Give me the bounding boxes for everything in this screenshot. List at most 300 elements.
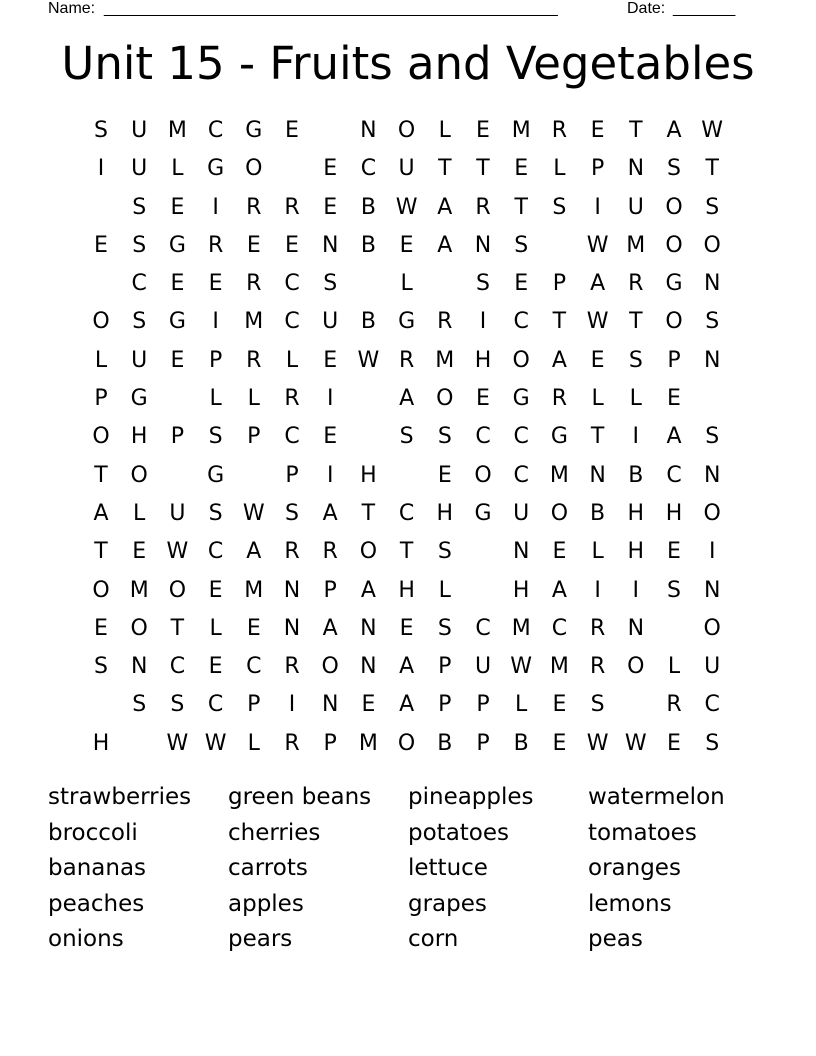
grid-cell[interactable]: G xyxy=(207,462,225,488)
grid-cell[interactable]: B xyxy=(628,462,644,488)
word-list-item: broccoli xyxy=(48,819,138,846)
grid-cell[interactable]: C xyxy=(513,462,529,488)
grid-cell[interactable]: C xyxy=(284,424,300,450)
grid-cell[interactable]: U xyxy=(704,654,721,680)
grid-cell[interactable]: M xyxy=(549,462,569,488)
grid-cell[interactable]: H xyxy=(130,424,148,450)
grid-cell[interactable]: S xyxy=(94,654,108,680)
grid-cell[interactable]: S xyxy=(323,271,338,297)
grid-cell[interactable]: H xyxy=(665,500,683,526)
grid-cell[interactable]: C xyxy=(207,539,224,565)
grid-cell[interactable]: E xyxy=(170,271,185,297)
grid-cell[interactable]: R xyxy=(246,194,262,220)
grid-cell[interactable]: E xyxy=(208,577,223,603)
grid-cell[interactable]: O xyxy=(665,232,683,258)
grid-cell[interactable]: R xyxy=(284,194,300,220)
grid-cell[interactable]: M xyxy=(244,309,264,335)
grid-cell[interactable]: A xyxy=(93,500,109,526)
grid-cell[interactable]: G xyxy=(474,500,492,526)
grid-cell[interactable]: O xyxy=(359,539,378,565)
name-label: Name: xyxy=(48,0,96,17)
grid-cell[interactable]: E xyxy=(667,386,681,412)
grid-cell[interactable]: H xyxy=(627,539,645,565)
grid-cell[interactable]: U xyxy=(131,156,148,182)
grid-cell[interactable]: U xyxy=(131,347,148,373)
grid-cell[interactable]: N xyxy=(703,271,721,297)
grid-cell[interactable]: U xyxy=(169,500,186,526)
grid-cell[interactable]: A xyxy=(360,577,376,603)
grid-cell[interactable]: W xyxy=(357,347,380,373)
grid-cell[interactable]: O xyxy=(627,654,645,680)
grid-cell[interactable]: P xyxy=(476,692,490,718)
grid-cell[interactable]: P xyxy=(247,424,261,450)
grid-cell[interactable]: T xyxy=(361,500,376,526)
grid-cell[interactable]: H xyxy=(398,577,415,603)
grid-cell[interactable]: E xyxy=(514,271,529,297)
grid-cell[interactable]: T xyxy=(94,539,108,565)
grid-cell[interactable]: N xyxy=(703,462,721,488)
grid-cell[interactable]: I xyxy=(212,309,219,335)
grid-cell[interactable]: E xyxy=(132,539,147,565)
word-row xyxy=(48,851,768,887)
grid-cell[interactable]: M xyxy=(435,347,455,373)
grid-cell[interactable]: S xyxy=(170,692,185,718)
grid-cell[interactable]: I xyxy=(594,577,601,603)
grid-cell[interactable]: I xyxy=(632,424,640,450)
grid-cell[interactable]: L xyxy=(438,118,451,143)
grid-cell[interactable]: P xyxy=(667,347,681,373)
grid-cell[interactable]: E xyxy=(590,118,605,143)
grid-row xyxy=(82,533,728,571)
grid-cell[interactable]: E xyxy=(476,386,490,412)
grid-cell[interactable]: O xyxy=(397,730,416,756)
grid-cell[interactable]: I xyxy=(97,156,105,182)
grid-cell[interactable]: G xyxy=(398,309,416,335)
grid-cell[interactable]: O xyxy=(703,615,721,641)
word-list-item: green beans xyxy=(228,784,372,810)
grid-cell[interactable]: O xyxy=(703,500,721,526)
word-list-item: pineapples xyxy=(408,784,534,810)
grid-row xyxy=(82,495,728,533)
grid-cell[interactable]: C xyxy=(666,462,682,488)
grid-cell[interactable]: E xyxy=(552,730,567,756)
grid-cell[interactable]: R xyxy=(551,386,568,412)
grid-cell[interactable]: N xyxy=(512,539,530,565)
grid-cell[interactable]: I xyxy=(479,309,487,335)
grid-cell[interactable]: S xyxy=(667,577,681,603)
grid-cell[interactable]: A xyxy=(399,654,415,680)
grid-cell[interactable]: E xyxy=(361,692,376,718)
grid-cell[interactable]: E xyxy=(437,462,452,488)
grid-cell[interactable]: L xyxy=(247,730,260,756)
grid-cell[interactable]: E xyxy=(552,692,567,718)
grid-cell[interactable]: P xyxy=(552,271,567,297)
grid-cell[interactable]: N xyxy=(360,654,377,680)
word-list-item: bananas xyxy=(48,855,147,882)
grid-cell[interactable]: P xyxy=(94,386,108,412)
grid-cell[interactable]: A xyxy=(399,692,415,718)
grid-cell[interactable]: P xyxy=(438,692,452,718)
name-line: ___________________________________________________ xyxy=(104,0,558,17)
grid-cell[interactable]: A xyxy=(666,118,682,143)
grid-cell[interactable]: B xyxy=(360,232,376,258)
grid-cell[interactable]: I xyxy=(594,194,601,220)
grid-row xyxy=(82,725,728,763)
grid-cell[interactable]: C xyxy=(284,309,300,335)
grid-cell[interactable]: N xyxy=(321,232,339,258)
grid-cell[interactable]: G xyxy=(168,232,186,258)
grid-cell[interactable]: I xyxy=(288,692,296,718)
grid-cell[interactable]: S xyxy=(590,692,605,718)
grid-cell[interactable]: I xyxy=(708,539,716,565)
date-line: _______ xyxy=(673,0,736,17)
grid-cell[interactable]: O xyxy=(245,156,263,182)
grid-cell[interactable]: O xyxy=(397,118,416,143)
grid-cell[interactable]: I xyxy=(212,194,219,220)
grid-cell[interactable]: S xyxy=(132,232,147,258)
grid-cell[interactable]: U xyxy=(474,654,492,680)
grid-cell[interactable]: T xyxy=(514,194,528,220)
grid-cell[interactable]: C xyxy=(131,271,147,297)
grid-cell[interactable]: E xyxy=(514,156,529,182)
grid-cell[interactable]: N xyxy=(283,577,301,603)
grid-cell[interactable]: C xyxy=(513,309,529,335)
grid-cell[interactable]: W xyxy=(166,539,189,565)
grid-cell[interactable]: O xyxy=(665,194,683,220)
grid-cell[interactable]: A xyxy=(437,232,453,258)
grid-cell[interactable]: H xyxy=(627,500,645,526)
grid-cell[interactable]: R xyxy=(666,692,682,718)
grid-cell[interactable]: G xyxy=(665,271,683,297)
grid-cell[interactable]: E xyxy=(399,232,414,258)
grid-cell[interactable]: T xyxy=(399,539,414,565)
grid-cell[interactable]: M xyxy=(511,615,531,641)
grid-cell[interactable]: S xyxy=(132,194,147,220)
grid-cell[interactable]: W xyxy=(586,730,609,756)
grid-cell[interactable]: T xyxy=(705,156,719,182)
grid-cell[interactable]: E xyxy=(323,424,338,450)
grid-cell[interactable]: T xyxy=(629,118,643,143)
grid-cell[interactable]: T xyxy=(170,615,185,641)
grid-cell[interactable]: S xyxy=(208,500,223,526)
date-label: Date: xyxy=(627,0,666,17)
grid-cell[interactable]: S xyxy=(705,730,720,756)
grid-cell[interactable]: S xyxy=(399,424,414,450)
grid-cell[interactable]: E xyxy=(667,730,681,756)
grid-cell[interactable]: B xyxy=(360,194,376,220)
grid-cell[interactable]: R xyxy=(322,539,338,565)
grid-cell[interactable]: W xyxy=(510,654,533,680)
grid-cell[interactable]: C xyxy=(207,118,224,143)
grid-cell[interactable]: C xyxy=(551,615,568,641)
grid-cell[interactable]: L xyxy=(591,386,604,412)
word-list-item: oranges xyxy=(588,855,681,882)
grid-cell[interactable]: M xyxy=(129,577,149,603)
grid-cell[interactable]: N xyxy=(130,654,148,680)
grid-cell[interactable]: S xyxy=(132,692,147,718)
grid-cell[interactable]: W xyxy=(166,730,189,756)
grid-cell[interactable]: A xyxy=(399,386,415,412)
grid-cell[interactable]: A xyxy=(322,500,338,526)
grid-cell[interactable]: M xyxy=(511,118,531,143)
grid-cell[interactable]: E xyxy=(285,232,299,258)
grid-cell[interactable]: C xyxy=(284,271,300,297)
grid-cell[interactable]: L xyxy=(591,539,604,565)
grid-cell[interactable]: U xyxy=(398,156,415,182)
grid-cell[interactable]: O xyxy=(321,654,339,680)
grid-cell[interactable]: M xyxy=(167,118,187,143)
word-list-item: corn xyxy=(408,926,459,953)
grid-cell[interactable]: L xyxy=(438,577,451,603)
grid-cell[interactable]: S xyxy=(476,271,490,297)
grid-cell[interactable]: G xyxy=(207,156,225,182)
grid-cell[interactable]: O xyxy=(168,577,187,603)
grid-cell[interactable]: E xyxy=(170,347,185,373)
grid-row xyxy=(82,150,728,188)
grid-cell[interactable]: W xyxy=(624,730,647,756)
grid-cell[interactable]: R xyxy=(284,386,300,412)
grid-cell[interactable]: W xyxy=(586,309,609,335)
grid-cell[interactable]: G xyxy=(512,386,530,412)
grid-cell[interactable]: L xyxy=(247,386,260,412)
grid-row xyxy=(82,418,728,456)
grid-cell[interactable]: T xyxy=(552,309,567,335)
grid-cell[interactable]: N xyxy=(283,615,301,641)
grid-cell[interactable]: O xyxy=(512,347,530,373)
grid-cell[interactable]: I xyxy=(326,386,334,412)
grid-cell[interactable]: O xyxy=(436,386,454,412)
grid-cell[interactable]: R xyxy=(628,271,644,297)
grid-cell[interactable]: S xyxy=(437,615,452,641)
grid-cell[interactable]: W xyxy=(242,500,265,526)
word-row xyxy=(48,780,768,816)
grid-cell[interactable]: H xyxy=(474,347,492,373)
grid-cell[interactable]: S xyxy=(437,424,452,450)
grid-cell[interactable]: L xyxy=(94,347,108,373)
grid-cell[interactable]: A xyxy=(590,271,606,297)
grid-row xyxy=(82,303,728,341)
grid-cell[interactable]: L xyxy=(285,347,299,373)
word-row xyxy=(48,887,768,923)
grid-cell[interactable]: O xyxy=(474,462,492,488)
grid-cell[interactable]: O xyxy=(92,309,110,335)
grid-cell[interactable]: I xyxy=(326,462,334,488)
grid-cell[interactable]: R xyxy=(284,539,300,565)
grid-cell[interactable]: S xyxy=(208,424,223,450)
grid-cell[interactable]: W xyxy=(701,118,724,143)
grid-cell[interactable]: A xyxy=(322,615,338,641)
grid-cell[interactable]: C xyxy=(475,424,491,450)
grid-cell[interactable]: M xyxy=(626,232,646,258)
grid-cell[interactable]: E xyxy=(208,271,223,297)
grid-cell[interactable]: O xyxy=(550,500,569,526)
grid-cell[interactable]: N xyxy=(627,156,645,182)
grid-cell[interactable]: O xyxy=(665,309,683,335)
grid-cell[interactable]: L xyxy=(667,654,681,680)
grid-cell[interactable]: M xyxy=(244,577,264,603)
grid-cell[interactable]: W xyxy=(586,232,609,258)
grid-cell[interactable]: N xyxy=(589,462,606,488)
grid-cell[interactable]: E xyxy=(399,615,414,641)
grid-row xyxy=(82,265,728,303)
grid-cell[interactable]: U xyxy=(513,500,530,526)
grid-cell[interactable]: E xyxy=(552,539,567,565)
grid-cell[interactable]: B xyxy=(437,730,453,756)
grid-cell[interactable]: N xyxy=(321,692,339,718)
grid-cell[interactable]: N xyxy=(360,118,377,143)
grid-cell[interactable]: E xyxy=(323,194,338,220)
grid-cell[interactable]: C xyxy=(246,654,262,680)
grid-row xyxy=(82,189,728,227)
grid-cell[interactable]: E xyxy=(170,194,185,220)
grid-cell[interactable]: C xyxy=(475,615,491,641)
grid-cell[interactable]: N xyxy=(360,615,377,641)
word-list-item: watermelon xyxy=(588,784,725,810)
grid-cell[interactable]: P xyxy=(323,730,337,756)
grid-cell[interactable]: N xyxy=(627,615,645,641)
grid-row xyxy=(82,610,728,648)
grid-row xyxy=(82,686,728,724)
grid-cell[interactable]: P xyxy=(170,424,185,450)
grid-cell[interactable]: E xyxy=(476,118,490,143)
grid-cell[interactable]: S xyxy=(285,500,299,526)
grid-cell[interactable]: E xyxy=(246,232,261,258)
grid-cell[interactable]: E xyxy=(94,232,108,258)
grid-cell[interactable]: U xyxy=(627,194,644,220)
grid-cell[interactable]: T xyxy=(438,156,452,182)
word-row xyxy=(48,816,768,852)
grid-cell[interactable]: P xyxy=(438,654,452,680)
grid-cell[interactable]: R xyxy=(475,194,491,220)
grid-cell[interactable]: L xyxy=(553,156,566,182)
grid-cell[interactable]: C xyxy=(360,156,377,182)
grid-cell[interactable]: A xyxy=(437,194,453,220)
grid-cell[interactable]: N xyxy=(703,347,721,373)
grid-cell[interactable]: T xyxy=(476,156,490,182)
grid-cell[interactable]: B xyxy=(360,309,376,335)
grid-cell[interactable]: O xyxy=(92,424,110,450)
grid-cell[interactable]: A xyxy=(246,539,262,565)
grid-cell[interactable]: G xyxy=(245,118,263,143)
grid-cell[interactable]: P xyxy=(208,347,223,373)
grid-cell[interactable]: T xyxy=(629,309,643,335)
grid-cell[interactable]: G xyxy=(168,309,186,335)
grid-cell[interactable]: S xyxy=(514,232,529,258)
grid-cell[interactable]: E xyxy=(285,118,299,143)
grid-cell[interactable]: S xyxy=(667,156,681,182)
grid-cell[interactable]: C xyxy=(207,692,224,718)
grid-cell[interactable]: C xyxy=(169,654,186,680)
grid-cell[interactable]: A xyxy=(551,347,567,373)
grid-cell[interactable]: R xyxy=(589,615,606,641)
grid-row xyxy=(82,572,728,610)
grid-cell[interactable]: E xyxy=(590,347,605,373)
grid-cell[interactable]: U xyxy=(322,309,339,335)
grid-row xyxy=(82,380,728,418)
grid-cell[interactable]: C xyxy=(398,500,415,526)
grid-cell[interactable]: R xyxy=(398,347,415,373)
grid-cell[interactable]: O xyxy=(130,462,148,488)
grid-cell[interactable]: S xyxy=(437,539,452,565)
grid-cell[interactable]: B xyxy=(513,730,529,756)
grid-cell[interactable]: O xyxy=(703,232,721,258)
grid-cell[interactable]: G xyxy=(550,424,568,450)
grid-cell[interactable]: S xyxy=(705,194,720,220)
grid-cell[interactable]: E xyxy=(208,654,223,680)
word-list xyxy=(48,780,768,958)
grid-cell[interactable]: A xyxy=(666,424,682,450)
grid-cell[interactable]: U xyxy=(131,118,148,143)
grid-cell[interactable]: R xyxy=(246,271,262,297)
grid-cell[interactable]: L xyxy=(515,692,528,718)
word-list-item: cherries xyxy=(228,819,321,846)
grid-cell[interactable]: P xyxy=(247,692,261,718)
grid-cell[interactable]: R xyxy=(437,309,453,335)
grid-cell[interactable]: S xyxy=(705,309,720,335)
grid-cell[interactable]: P xyxy=(476,730,490,756)
grid-cell[interactable]: S xyxy=(552,194,567,220)
grid-cell[interactable]: H xyxy=(92,730,110,756)
grid-cell[interactable]: S xyxy=(94,118,108,143)
grid-cell[interactable]: E xyxy=(667,539,681,565)
grid-cell[interactable]: E xyxy=(323,347,338,373)
grid-cell[interactable]: L xyxy=(133,500,146,526)
grid-cell[interactable]: M xyxy=(549,654,569,680)
grid-cell[interactable]: L xyxy=(209,386,222,412)
grid-cell[interactable]: W xyxy=(204,730,227,756)
grid-cell[interactable]: N xyxy=(474,232,492,258)
grid-cell[interactable]: M xyxy=(358,730,378,756)
grid-cell[interactable]: H xyxy=(436,500,454,526)
grid-cell[interactable]: E xyxy=(323,156,338,182)
grid-cell[interactable]: H xyxy=(512,577,530,603)
grid-cell[interactable]: A xyxy=(551,577,567,603)
grid-cell[interactable]: E xyxy=(94,615,108,641)
grid-cell[interactable]: L xyxy=(400,271,413,297)
grid-cell[interactable]: P xyxy=(323,577,337,603)
grid-cell[interactable]: T xyxy=(94,462,108,488)
grid-cell[interactable]: G xyxy=(130,386,148,412)
grid-cell[interactable]: R xyxy=(246,347,262,373)
word-list-item: pears xyxy=(228,926,293,953)
grid-cell[interactable]: S xyxy=(628,347,643,373)
grid-cell[interactable]: N xyxy=(703,577,721,603)
grid-cell[interactable]: R xyxy=(207,232,224,258)
grid-cell[interactable]: E xyxy=(246,615,261,641)
grid-cell[interactable]: P xyxy=(590,156,605,182)
grid-cell[interactable]: R xyxy=(284,730,300,756)
grid-cell[interactable]: P xyxy=(285,462,299,488)
grid-cell[interactable]: L xyxy=(171,156,184,182)
grid-cell[interactable]: S xyxy=(132,309,147,335)
grid-cell[interactable]: S xyxy=(705,424,720,450)
grid-cell[interactable]: O xyxy=(92,577,110,603)
grid-cell[interactable]: T xyxy=(590,424,605,450)
grid-cell[interactable]: R xyxy=(589,654,606,680)
grid-cell[interactable]: C xyxy=(704,692,720,718)
grid-cell[interactable]: W xyxy=(395,194,418,220)
grid-cell[interactable]: I xyxy=(632,577,640,603)
grid-cell[interactable]: R xyxy=(551,118,568,143)
grid-cell[interactable]: O xyxy=(130,615,148,641)
grid-cell[interactable]: L xyxy=(629,386,642,412)
word-list-item: potatoes xyxy=(408,819,510,846)
grid-cell[interactable]: C xyxy=(513,424,529,450)
grid-cell[interactable]: B xyxy=(590,500,606,526)
grid-cell[interactable]: L xyxy=(209,615,222,641)
grid-cell[interactable]: R xyxy=(284,654,300,680)
grid-cell[interactable]: H xyxy=(360,462,377,488)
